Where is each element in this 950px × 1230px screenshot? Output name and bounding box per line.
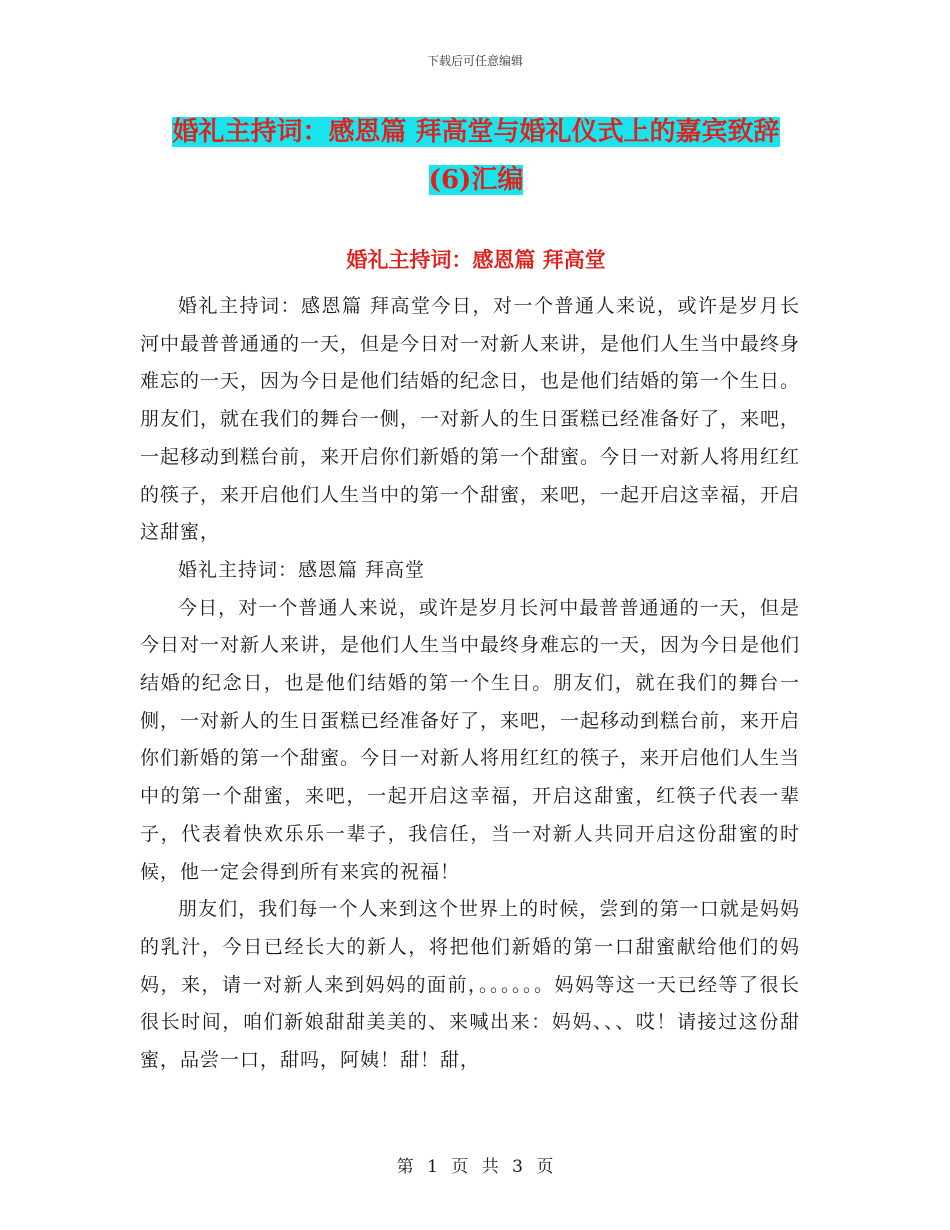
document-title-line-1: 婚礼主持词：感恩篇 拜高堂与婚礼仪式上的嘉宾致辞 [172,117,780,147]
paragraph: 婚礼主持词：感恩篇 拜高堂今日，对一个普通人来说，或许是岁月长河中最普普通通的一天，但是今日对一对新人来讲，是他们人生当中最终身难忘的一天，因为今日是他们结婚的纪念日，也是他们结婚的第一个生日。朋友们，就在我们的舞台一侧，一对新人的生日蛋糕已经准备好了，来吧，一起移动到糕台前，来开启你们新婚的第一个甜蜜。今日一对新人将用红红的筷子，来开启他们人生当中的第一个甜蜜，来吧，一起开启这幸福，开启这甜蜜， [140,295,801,544]
footer-page-current: 1 [427,1157,438,1177]
page-footer [0,1152,950,1177]
paragraph: 婚礼主持词：感恩篇 拜高堂 [178,558,426,581]
footer-ye: 页 [536,1157,554,1177]
footer-ye: 页 [451,1157,469,1177]
paragraph: 今日，对一个普通人来说，或许是岁月长河中最普普通通的一天，但是今日对一对新人来讲，是他们人生当中最终身难忘的一天，因为今日是他们结婚的纪念日，也是他们结婚的第一个生日。朋友们，就在我们的舞台一侧，一对新人的生日蛋糕已经准备好了，来吧，一起移动到糕台前，来开启你们新婚的第一个甜蜜。今日一对新人将用红红的筷子，来开启他们人生当中的第一个甜蜜，来吧，一起开启这幸福，开启这甜蜜，红筷子代表一辈子，代表着快欢乐乐一辈子，我信任，当一对新人共同开启这份甜蜜的时候，他一定会得到所有来宾的祝福！ [140,596,801,883]
body-text [140,288,800,1080]
paragraph: 朋友们，我们每一个人来到这个世界上的时候，尝到的第一口就是妈妈的乳汁，今日已经长大的新人，将把他们新婚的第一口甜蜜献给他们的妈妈，来，请一对新人来到妈妈的面前，。。。。。。妈妈等这一天已经等了很长很长时间，咱们新娘甜甜美美的、来喊出来：妈妈、、、哎！请接过这份甜蜜，品尝一口，甜吗，阿姨！甜！甜， [140,898,800,1072]
header-note: 下载后可任意编辑 [426,54,523,68]
footer-page-total: 3 [512,1157,523,1177]
footer-gong: 共 [481,1157,499,1177]
section-title: 婚礼主持词：感恩篇 拜高堂 [346,247,606,272]
document-title [140,108,812,204]
document-title-line-2: (6)汇编 [428,165,524,195]
footer-di: 第 [396,1157,414,1177]
